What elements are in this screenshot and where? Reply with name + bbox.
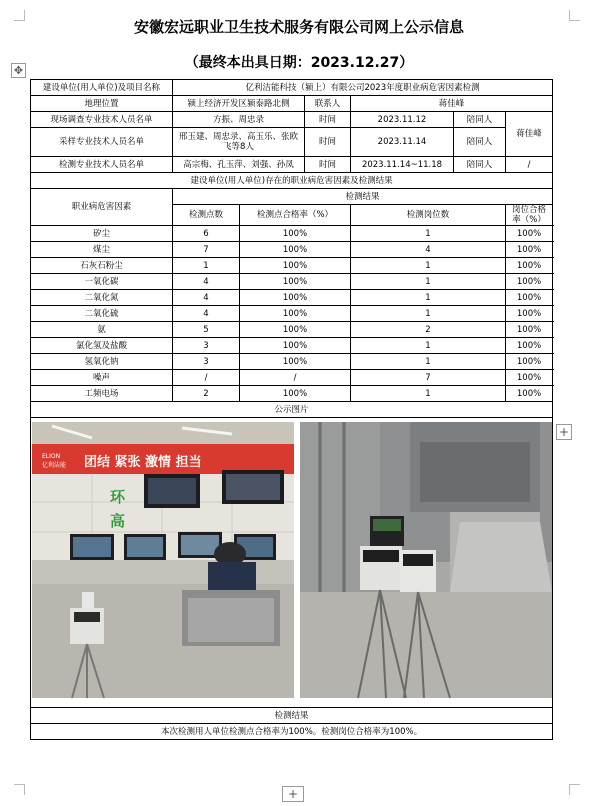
posts-count: 1 [351,338,506,354]
logo-sub: 亿利洁能 [42,462,67,469]
result-header: 检测结果 [173,189,553,205]
survey-value: 方振、周忠录 [173,112,305,128]
column-header: 岗位合格率（%） [506,205,553,226]
factor-name: 工频电场 [31,386,173,402]
post-rate: 100% [506,290,553,306]
table-row [31,80,553,96]
testing-time-label: 时间 [305,157,351,173]
factor-name: 噪声 [31,370,173,386]
table-row [31,322,553,338]
posts-count: 1 [351,226,506,242]
post-rate: 100% [506,354,553,370]
points-count: 2 [173,386,240,402]
post-rate: 100% [506,274,553,290]
point-rate: 100% [240,386,351,402]
table-move-handle-icon[interactable]: ✥ [11,63,26,78]
post-rate: 100% [506,386,553,402]
table-row [31,306,553,322]
points-count: / [173,370,240,386]
post-rate: 100% [506,370,553,386]
posts-count: 1 [351,274,506,290]
posts-count: 1 [351,306,506,322]
points-count: 3 [173,338,240,354]
unit-value: 亿利洁能科技（颍上）有限公司2023年度职业病危害因素检测 [173,80,553,96]
sampling-time-value: 2023.11.14 [351,128,454,157]
page-corner-mark [569,784,580,795]
wall-char: 环 [110,488,126,506]
points-count: 4 [173,306,240,322]
table-row [31,96,553,112]
factor-name: 二氧化硫 [31,306,173,322]
points-count: 4 [173,274,240,290]
table-row [31,724,553,740]
posts-count: 2 [351,322,506,338]
location-value: 颍上经济开发区颍泰路北侧 [173,96,305,112]
point-rate: 100% [240,290,351,306]
factor-name: 石灰石粉尘 [31,258,173,274]
testing-value: 高宗梅、孔玉萍、刘强、孙凤 [173,157,305,173]
point-rate: 100% [240,242,351,258]
points-count: 1 [173,258,240,274]
point-rate: 100% [240,322,351,338]
wall-char: 高 [110,512,126,530]
posts-count: 1 [351,354,506,370]
factor-name: 氢氧化钠 [31,354,173,370]
point-rate: 100% [240,226,351,242]
contact-value: 蒋佳峰 [351,96,553,112]
factor-name: 一氧化碳 [31,274,173,290]
points-count: 6 [173,226,240,242]
table-row [31,418,553,708]
sampling-label: 采样专业技术人员名单 [31,128,173,157]
post-rate: 100% [506,242,553,258]
table-row [31,112,553,128]
point-rate: 100% [240,354,351,370]
table-row [31,274,553,290]
points-count: 4 [173,290,240,306]
factor-name: 煤尘 [31,242,173,258]
point-rate: 100% [240,258,351,274]
testing-label: 检测专业技术人员名单 [31,157,173,173]
page-corner-mark [14,784,25,795]
post-rate: 100% [506,338,553,354]
control-room-photo [32,422,294,698]
post-rate: 100% [506,226,553,242]
post-rate: 100% [506,322,553,338]
factor-name: 氯化氢及盐酸 [31,338,173,354]
banner-text: 团结 紧张 激情 担当 [84,455,202,470]
point-rate: 100% [240,274,351,290]
add-column-icon[interactable]: + [556,424,572,440]
table-row [31,189,553,205]
table-row [31,173,553,189]
logo-text: ELION [42,453,61,460]
point-rate: 100% [240,338,351,354]
location-label: 地理位置 [31,96,173,112]
photos-section-title: 公示图片 [31,402,553,418]
table-row [31,242,553,258]
posts-count: 1 [351,258,506,274]
disclosure-table [30,79,553,740]
factor-name: 氨 [31,322,173,338]
unit-label: 建设单位(用人单位)及项目名称 [31,80,173,96]
results-section-title: 建设单位(用人单位)存在的职业病危害因素及检测结果 [31,173,553,189]
table-row [31,402,553,418]
column-header: 检测岗位数 [351,205,506,226]
sampling-time-label: 时间 [305,128,351,157]
survey-label: 现场调查专业技术人员名单 [31,112,173,128]
add-row-icon[interactable]: + [282,786,304,802]
points-count: 3 [173,354,240,370]
post-rate: 100% [506,258,553,274]
sampling-value: 邢玉建、周忠录、高玉乐、张欧飞等8人 [173,128,305,157]
survey-companion-label: 陪同人 [454,112,506,128]
page-subtitle: （最终本出具日期：2023.12.27） [184,55,414,71]
survey-time-label: 时间 [305,112,351,128]
survey-time-value: 2023.11.12 [351,112,454,128]
companion-name: 蒋佳峰 [506,112,553,157]
column-header: 检测点合格率（%） [240,205,351,226]
table-row [31,258,553,274]
table-row [31,226,553,242]
field-sampling-photo [300,422,552,698]
testing-time-value: 2023.11.14~11.18 [351,157,454,173]
photo-cell [31,418,553,708]
column-header: 检测点数 [173,205,240,226]
table-row [31,708,553,724]
table-row [31,338,553,354]
testing-companion-label: 陪同人 [454,157,506,173]
table-row [31,386,553,402]
contact-label: 联系人 [305,96,351,112]
posts-count: 7 [351,370,506,386]
page-title: 安徽宏远职业卫生技术服务有限公司网上公示信息 [133,18,464,36]
table-row [31,290,553,306]
factor-name: 矽尘 [31,226,173,242]
point-rate: / [240,370,351,386]
point-rate: 100% [240,306,351,322]
factor-name: 二氧化氮 [31,290,173,306]
posts-count: 1 [351,290,506,306]
sampling-companion-label: 陪同人 [454,128,506,157]
table-row [31,370,553,386]
posts-count: 1 [351,386,506,402]
points-count: 5 [173,322,240,338]
factor-header: 职业病危害因素 [31,189,173,226]
post-rate: 100% [506,306,553,322]
table-row [31,128,553,157]
conclusion-text: 本次检测用人单位检测点合格率为100%。检测岗位合格率为100%。 [31,724,553,740]
table-row [31,157,553,173]
testing-companion-value: / [506,157,553,173]
table-row [31,354,553,370]
conclusion-title: 检测结果 [31,708,553,724]
points-count: 7 [173,242,240,258]
posts-count: 4 [351,242,506,258]
